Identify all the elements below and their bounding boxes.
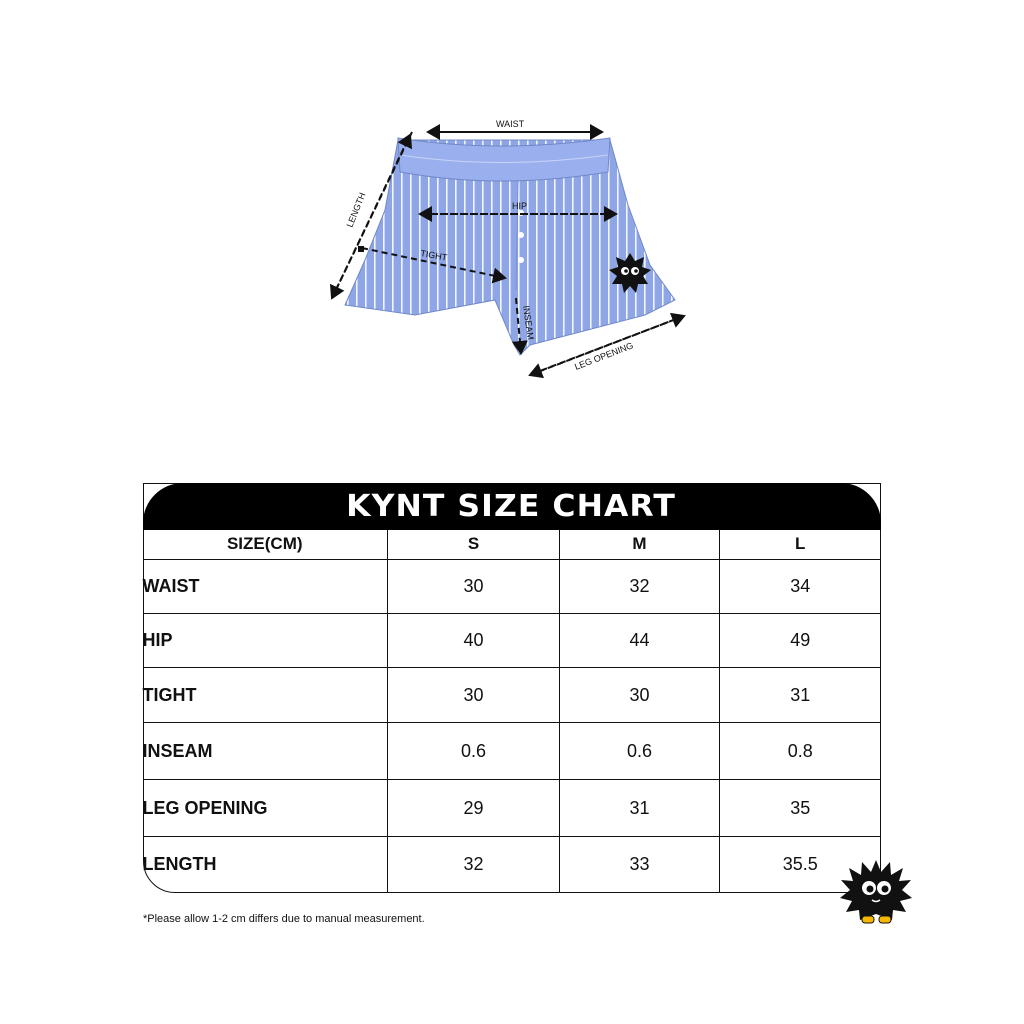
table-cell: 0.6 bbox=[560, 723, 720, 780]
table-cell: 49 bbox=[720, 614, 881, 668]
row-label: HIP bbox=[143, 614, 388, 668]
table-cell: 29 bbox=[388, 780, 560, 837]
table-cell: 30 bbox=[388, 668, 560, 723]
column-header: M bbox=[560, 529, 720, 560]
column-header: L bbox=[720, 529, 881, 560]
table-row bbox=[143, 614, 881, 668]
table-cell: 31 bbox=[560, 780, 720, 837]
soot-sprite-icon bbox=[840, 858, 912, 928]
table-cell: 32 bbox=[388, 837, 560, 893]
chart-title: KYNT SIZE CHART bbox=[346, 488, 677, 524]
measurement-note: *Please allow 1-2 cm differs due to manual measurement. bbox=[143, 913, 425, 925]
hip-label: HIP bbox=[512, 201, 528, 211]
table-cell: 33 bbox=[560, 837, 720, 893]
button bbox=[518, 257, 524, 263]
waist-label: WAIST bbox=[496, 119, 525, 129]
row-label: LEG OPENING bbox=[143, 780, 388, 837]
column-header: SIZE(CM) bbox=[143, 529, 388, 560]
row-label: WAIST bbox=[143, 560, 388, 614]
table-row bbox=[143, 837, 881, 893]
tight-label: TIGHT bbox=[419, 248, 448, 263]
table-cell: 31 bbox=[720, 668, 881, 723]
table-row bbox=[143, 780, 881, 837]
table-row bbox=[143, 723, 881, 780]
length-label: LENGTH bbox=[344, 191, 368, 229]
table-row bbox=[143, 560, 881, 614]
table-cell: 0.8 bbox=[720, 723, 881, 780]
button bbox=[518, 232, 524, 238]
table-header-row bbox=[143, 529, 881, 560]
chart-header bbox=[143, 483, 881, 530]
table-cell: 40 bbox=[388, 614, 560, 668]
table-cell: 35 bbox=[720, 780, 881, 837]
row-label: TIGHT bbox=[143, 668, 388, 723]
shorts-illustration bbox=[320, 110, 700, 390]
row-label: LENGTH bbox=[143, 837, 388, 893]
table-cell: 34 bbox=[720, 560, 881, 614]
table-cell: 32 bbox=[560, 560, 720, 614]
table-cell: 0.6 bbox=[388, 723, 560, 780]
table-cell: 30 bbox=[388, 560, 560, 614]
leg-opening-label: LEG OPENING bbox=[573, 340, 635, 372]
table-cell: 44 bbox=[560, 614, 720, 668]
table-cell: 35.5 bbox=[720, 837, 881, 893]
column-header: S bbox=[388, 529, 560, 560]
shorts-diagram bbox=[320, 110, 700, 390]
size-chart bbox=[143, 483, 881, 893]
table-row bbox=[143, 668, 881, 723]
row-label: INSEAM bbox=[143, 723, 388, 780]
inseam-label: INSEAM bbox=[521, 304, 536, 341]
table-cell: 30 bbox=[560, 668, 720, 723]
size-table bbox=[143, 529, 881, 892]
